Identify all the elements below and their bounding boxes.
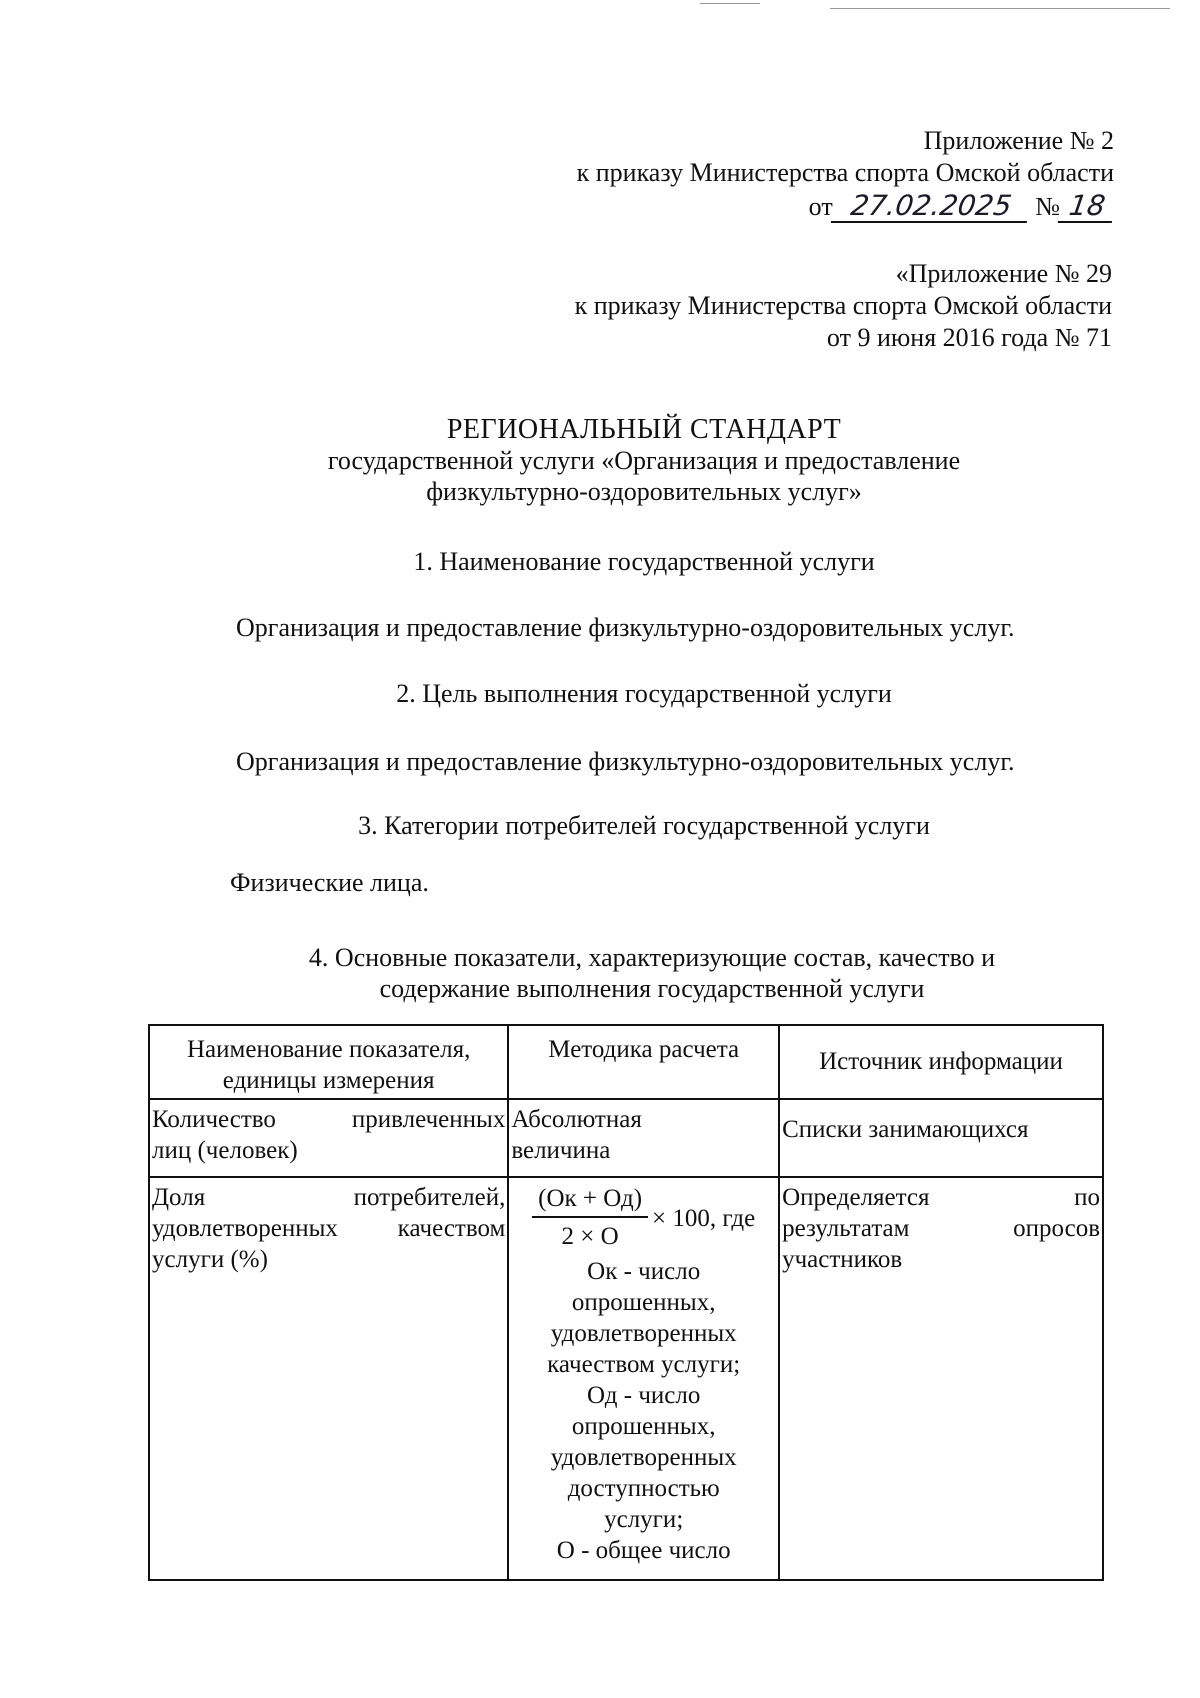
order-date-line: [577, 191, 1114, 223]
appendix-label: Приложение № 2: [923, 126, 1114, 155]
header-indicator-name: [149, 1025, 508, 1099]
section-4-heading: [52, 942, 1200, 1004]
section-1-body: Организация и предоставление физкультурно-оздоровительных услуг.: [236, 613, 1015, 642]
title-line-3: физкультурно-оздоровительных услуг»: [426, 477, 862, 506]
formula-tail: × 100, где: [652, 1204, 756, 1232]
row1-information-source: [779, 1099, 1103, 1177]
row2-source-word-3: результатам: [782, 1215, 910, 1242]
method-line: доступностью: [567, 1475, 720, 1502]
appendix-header: [577, 125, 1114, 223]
header-indicator-name-line-2: единицы измерения: [222, 1067, 435, 1094]
section-3-body: Физические лица.: [230, 868, 429, 897]
method-line: Од - число: [587, 1382, 701, 1409]
row2-calculation-method: [508, 1177, 779, 1580]
row2-indicator-name: [149, 1177, 508, 1580]
amended-appendix-label: «Приложение № 29: [895, 259, 1112, 288]
row2-source-word-2: по: [1074, 1184, 1100, 1211]
handwritten-number: 18: [1058, 191, 1116, 223]
amended-appendix-header: [575, 258, 1112, 354]
method-line: опрошенных,: [571, 1413, 716, 1440]
row2-word-1: Доля: [152, 1184, 206, 1211]
amended-order-reference: к приказу Министерства спорта Омской области: [574, 291, 1112, 320]
table-header-row: [149, 1025, 1103, 1099]
row2-word-3: удовлетворенных: [152, 1215, 338, 1242]
table-row: [149, 1177, 1103, 1580]
row2-indicator-line-3: услуги (%): [152, 1246, 268, 1273]
method-line: Ок - число: [587, 1258, 701, 1285]
section-3-heading: 3. Категории потребителей государственной услуги: [358, 811, 930, 840]
row1-word-1: Количество: [152, 1106, 276, 1133]
row1-method-line-2: величина: [511, 1137, 611, 1164]
row1-calculation-method: [508, 1099, 779, 1177]
header-indicator-name-line-1: Наименование показателя,: [187, 1036, 471, 1063]
row1-indicator-name: [149, 1099, 508, 1177]
row2-word-2: потребителей,: [353, 1184, 506, 1211]
row2-information-source: [779, 1177, 1103, 1580]
order-reference: к приказу Министерства спорта Омской области: [576, 158, 1114, 187]
section-4-heading-line-2: содержание выполнения государственной услуги: [379, 974, 925, 1003]
row1-method-line-1: Абсолютная: [511, 1106, 642, 1133]
method-line: опрошенных,: [571, 1289, 716, 1316]
section-2-body: Организация и предоставление физкультурно-оздоровительных услуг.: [236, 747, 1015, 776]
indicators-table: [148, 1024, 1104, 1581]
row1-source-text: Списки занимающихся: [782, 1116, 1029, 1143]
section-1-heading: 1. Наименование государственной услуги: [413, 547, 875, 576]
method-line: О - общее число: [556, 1537, 731, 1564]
row2-source-line-1: [782, 1182, 1100, 1213]
handwritten-date: 27.02.2025: [830, 191, 1030, 223]
row2-indicator-line-2: [152, 1213, 505, 1244]
amended-order-date: от 9 июня 2016 года № 71: [826, 323, 1112, 352]
method-explanation: [511, 1256, 776, 1566]
row1-word-2: привлеченных: [351, 1106, 506, 1133]
row1-indicator-line-1: [152, 1104, 505, 1135]
row2-source-word-1: Определяется: [782, 1184, 930, 1211]
document-title: [44, 414, 1200, 507]
row2-indicator-line-1: [152, 1182, 505, 1213]
table-row: [149, 1099, 1103, 1177]
formula-fraction: [532, 1184, 648, 1252]
formula-numerator: (Ок + Од): [532, 1184, 648, 1218]
title-line-2: государственной услуги «Организация и предоставление: [327, 446, 961, 475]
method-line: удовлетворенных: [550, 1320, 737, 1347]
row2-source-line-3: участников: [782, 1246, 903, 1273]
section-2-heading: 2. Цель выполнения государственной услуги: [396, 679, 892, 708]
section-4-heading-line-1: 4. Основные показатели, характеризующие состав, качество и: [308, 943, 996, 972]
scan-mark: [700, 3, 760, 4]
date-prefix: от: [808, 192, 833, 221]
row2-source-word-4: опросов: [1013, 1215, 1100, 1242]
header-information-source: Источник информации: [779, 1025, 1103, 1099]
row1-indicator-line-2: лиц (человек): [152, 1137, 298, 1164]
method-line: удовлетворенных: [550, 1444, 737, 1471]
method-line: услуги;: [604, 1506, 684, 1533]
method-line: качеством услуги;: [547, 1351, 741, 1378]
number-sign: №: [1035, 192, 1060, 221]
satisfaction-formula: [511, 1184, 776, 1252]
title-main: РЕГИОНАЛЬНЫЙ СТАНДАРТ: [446, 414, 842, 445]
header-calculation-method: Методика расчета: [508, 1025, 779, 1099]
scan-mark: [830, 8, 1170, 9]
formula-denominator: 2 × О: [561, 1223, 619, 1250]
row2-word-4: качеством: [397, 1215, 506, 1242]
row2-source-line-2: [782, 1213, 1100, 1244]
